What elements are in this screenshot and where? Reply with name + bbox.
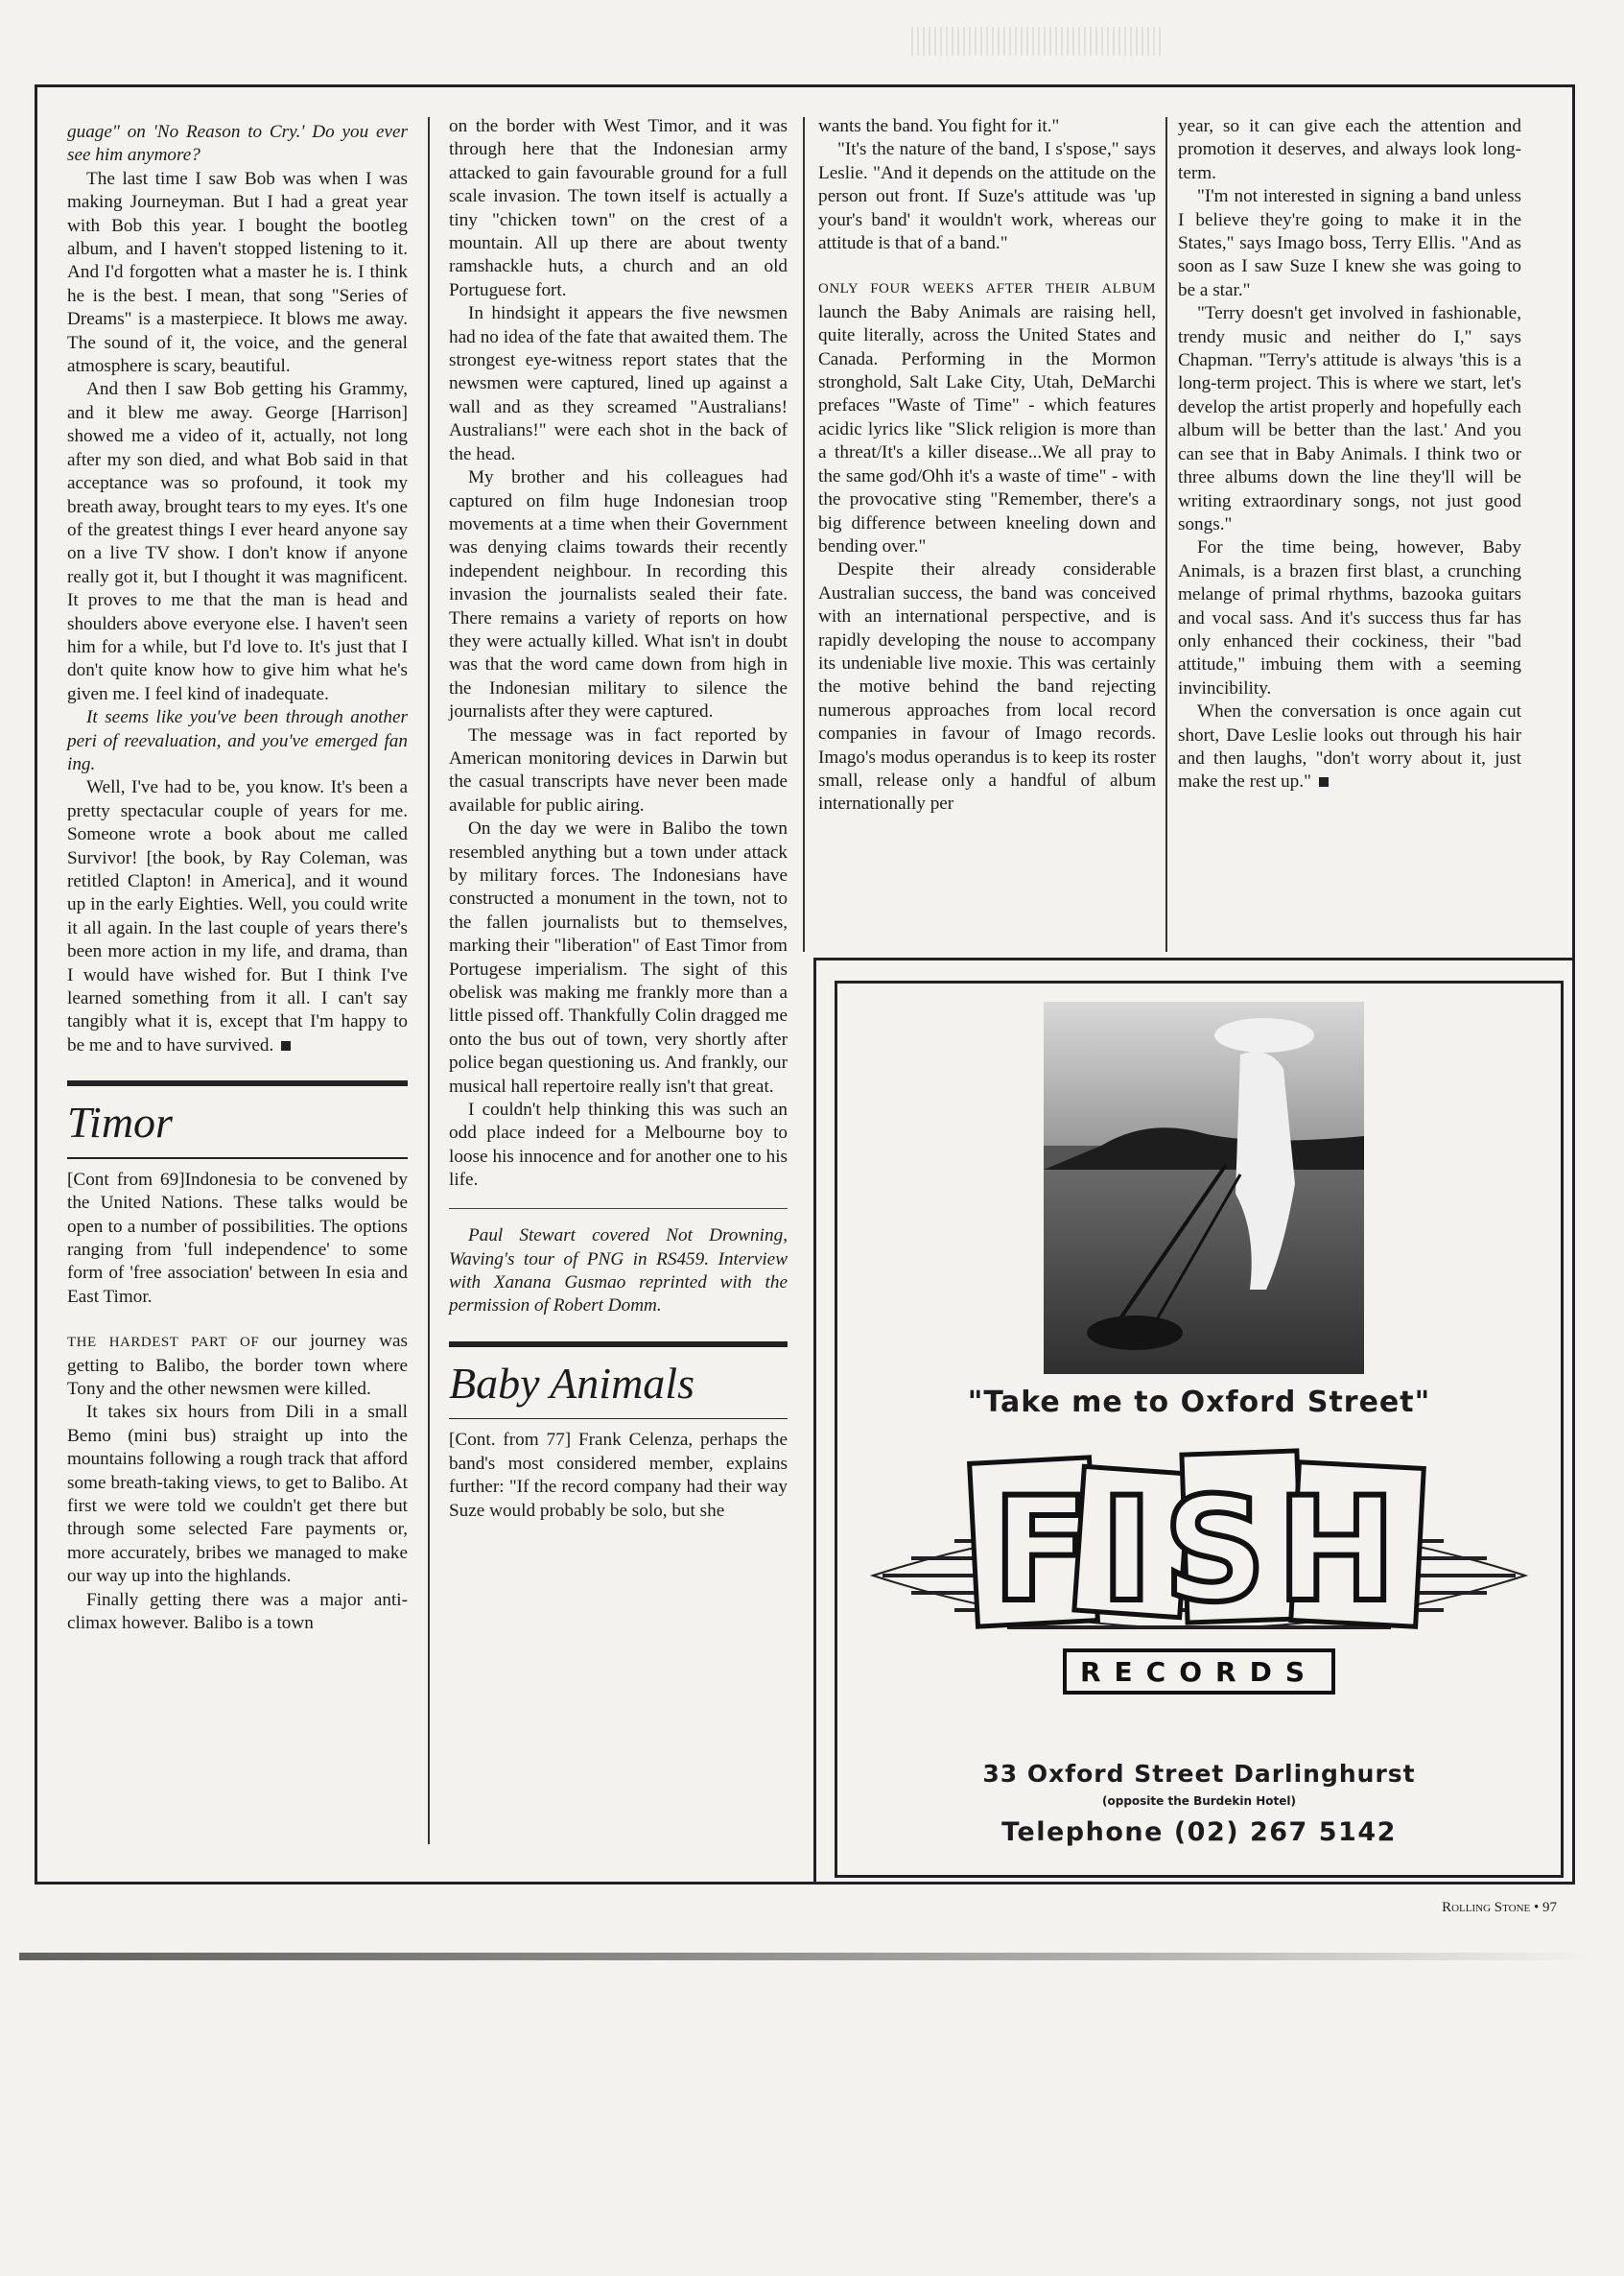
article-column-4 bbox=[1178, 115, 1521, 794]
paragraph-text: launch the Baby Animals are raising hell, quite literally, across the United States and Canada. Performing in the Mormon stronghold, Salt Lake City, Utah, DeMarchi prefaces "Waste of Time" - which features acidic lyrics like "Slick religion is more than a threat/It's a killer disease...We all pray to the same god/Ohh it's a waste of time" - with the provocative sting "Remember, there's a big difference between kneeling down and bending over." bbox=[818, 301, 1156, 557]
lead-in: ONLY FOUR WEEKS AFTER THEIR ALBUM bbox=[818, 281, 1156, 297]
section-heading-baby-animals: Baby Animals bbox=[449, 1358, 694, 1408]
logo-records-label: RECORDS bbox=[1079, 1656, 1319, 1688]
paragraph-text: our journey was getting to Balibo, the border town where Tony and the other newsmen were killed. bbox=[67, 1331, 409, 1399]
article-column-2 bbox=[449, 115, 788, 1523]
heading-rule bbox=[449, 1418, 788, 1420]
paragraph: "It's the nature of the band, I s'spose," says Leslie. "And it depends on the attitude on the person out front. If Suze's attitude was 'up your's band' it wouldn't work, whereas our attitude is that of a band." bbox=[818, 139, 1156, 254]
paragraph: For the time being, however, Baby Animals, is a brazen first blast, a crunching melange of primal rhythms, bazooka guitars and vocal sass. And it's success thus far has only enhanced their cockiness, their "bad attitude," imbuing them with a seeming invincibility. bbox=[1178, 537, 1521, 699]
article-column-3 bbox=[818, 115, 1156, 817]
paragraph bbox=[818, 276, 1156, 558]
paragraph: "Terry doesn't get involved in fashionable, trendy music and neither do I," says Chapman. "Terry's attitude is always 'this is a long-term project. This is where we start, let's develop the artist properly and hopefully each album will be better than the last.' And you can see that in Baby Animals. I think two or three albums down the line they'll will be writing extraordinary songs, not just good songs." bbox=[1178, 303, 1521, 534]
fish-records-logo bbox=[863, 1432, 1535, 1712]
photo-turtle bbox=[1087, 1316, 1183, 1350]
column-rule bbox=[1165, 117, 1167, 952]
ad-address-note: (opposite the Burdekin Hotel) bbox=[1102, 1794, 1296, 1808]
scan-artifact-bottom bbox=[19, 1953, 1592, 1960]
paragraph-text: Well, I've had to be, you know. It's been a pretty spectacular couple of years for me. Someone wrote a book about me called Survivor! [the book, by Ray Coleman, was retitled Clapton! in America], and it wound up in the early Eighties. Well, you could write it all again. In the last couple of years there's been more action in my life, and drama, than I would have wished for. But I think I've learned something from it all. I can't say tangibly what it is, except that I'm happy to be me and to have survived. bbox=[67, 777, 408, 1055]
paragraph: [Cont. from 77] Frank Celenza, perhaps the band's most considered member, explains further: "If the record company had their way Suze would probably be solo, but she bbox=[449, 1430, 788, 1521]
column-rule bbox=[428, 117, 430, 1844]
paragraph: on the border with West Timor, and it was through here that the Indonesian army attacked to gain favourable ground for a full scale invasion. The town itself is actually a tiny "chicken town" on the crest of a mountain. All up there are about twenty ramshackle huts, a church and an old Portuguese fort. bbox=[449, 116, 788, 300]
paragraph: Despite their already considerable Australian success, the band was conceived with an international perspective, and is rapidly developing the nouse to accompany its undeniable live moxie. This was certainly the motive behind the band rejecting numerous approaches from local record companies in favour of Imago records. Imago's modus operandus is to keep its roster small, release only a handful of album internationally per bbox=[818, 559, 1156, 815]
paragraph: The message was in fact reported by American monitoring devices in Darwin but the casual transcripts have never been made available for public airing. bbox=[449, 724, 788, 816]
heading-rule bbox=[449, 1341, 788, 1347]
paragraph: "I'm not interested in signing a band unless I believe they're going to make it in the States," says Imago boss, Terry Ellis. "And as soon as I saw Suze I knew she was going to be a star." bbox=[1178, 186, 1521, 300]
paragraph: Finally getting there was a major anti-climax however. Balibo is a town bbox=[67, 1589, 408, 1634]
scan-artifact-top bbox=[911, 27, 1161, 56]
ad-photo bbox=[1044, 1002, 1364, 1374]
end-mark bbox=[281, 1041, 291, 1051]
interview-question: guage" on 'No Reason to Cry.' Do you ever see him anymore? bbox=[67, 122, 408, 166]
paragraph: [Cont from 69]Indonesia to be convened by the United Nations. These talks would be open to a number of possibilities. The options ranging from 'full independence' to some form of 'free association' between In esia and East Timor. bbox=[67, 1169, 408, 1307]
paragraph: In hindsight it appears the five newsmen had no idea of the fate that awaited them. The strongest eye-witness report states that the newsmen were captured, lined up against a wall and as they screamed "Australians! Australians!" were each shot in the back of the head. bbox=[449, 303, 788, 464]
paragraph bbox=[67, 776, 408, 1057]
paragraph bbox=[67, 1330, 408, 1401]
baby-animals-heading-block bbox=[449, 1341, 788, 1420]
heading-rule bbox=[67, 1157, 408, 1159]
interview-question: It seems like you've been through another peri of reevaluation, and you've emerged fan ing. bbox=[67, 707, 408, 774]
paragraph: I couldn't help thinking this was such an odd place indeed for a Melbourne boy to loose his innocence and for another one to his life. bbox=[449, 1100, 788, 1191]
paragraph: It takes six hours from Dili in a small Bemo (mini bus) straight up into the mountains following a rough track that afford some breath-taking views, to get to Balibo. At first we were told we couldn't get there but through some selected Fare payments or, more accurately, bribes we managed to make our way up into the highlands. bbox=[67, 1402, 408, 1587]
ad-address: 33 Oxford Street Darlinghurst bbox=[982, 1760, 1416, 1788]
paragraph: wants the band. You fight for it." bbox=[818, 116, 1060, 136]
article-credit: Paul Stewart covered Not Drowning, Waving's tour of PNG in RS459. Interview with Xanana Gusmao reprinted with the permission of Robert Domm. bbox=[449, 1225, 788, 1316]
paragraph: On the day we were in Balibo the town resembled anything but a town under attack by military forces. The Indonesians have constructed a monument in the town, not to the fallen journalists but to themselves, marking their "liberation" of East Timor from Portugese imperialism. The sight of this obelisk was making me frankly more than a little pissed off. Thankfully Colin dragged me onto the bus out of town, very shortly after police began questioning us. And frankly, our musical hall repertoire really isn't that great. bbox=[449, 818, 788, 1097]
photo-sky bbox=[1044, 1002, 1364, 1146]
paragraph bbox=[1178, 700, 1521, 794]
paragraph: year, so it can give each the attention and promotion it deserves, and always look long-term. bbox=[1178, 116, 1521, 183]
paragraph: The last time I saw Bob was when I was making Journeyman. But I had a great year with Bob this year. I bought the bootleg album, and I haven't stopped listening to it. And I'd forgotten what a master he is. I think he is the best. I mean, that song "Series of Dreams" is a masterpiece. It blows me away. The sound of it, the voice, and the general atmosphere is scary, beautiful. bbox=[67, 168, 408, 377]
paragraph-text: When the conversation is once again cut short, Dave Leslie looks out through his hair and then laughs, "don't worry about it, just make the rest up." bbox=[1178, 701, 1521, 793]
paragraph: And then I saw Bob getting his Grammy, and it blew me away. George [Harrison] showed me a video of it, actually, not long after my son died, and what Bob said in that acceptance was so profound, it took my breath away, brought tears to my eyes. It's one of the greatest things I ever heard anyone say on a live TV show. I don't know if anyone really got it, but I thought it was magnificent. It proves to me that the man is head and shoulders above everyone else. I haven't seen him for a while, but I'd love to. It's just that I don't quite know how to give him what he's given me. I feel kind of inadequate. bbox=[67, 379, 408, 704]
lead-in: THE HARDEST PART OF bbox=[67, 1335, 260, 1351]
paragraph: My brother and his colleagues had captured on film huge Indonesian troop movements at a time when their Government was denying claims towards their recently independent neighbour. In recording this invasion the journalists sealed their fate. There remains a variety of reports on how they were actually killed. What isn't in doubt was that the word came down from high in the Indonesian military to silence the journalists after they were captured. bbox=[449, 467, 788, 723]
end-mark bbox=[1319, 777, 1329, 787]
ad-slogan: "Take me to Oxford Street" bbox=[967, 1386, 1431, 1419]
timor-heading-block bbox=[67, 1080, 408, 1159]
divider bbox=[449, 1208, 788, 1210]
article-column-1 bbox=[67, 121, 408, 1635]
section-heading-timor: Timor bbox=[67, 1098, 173, 1148]
ad-phone: Telephone (02) 267 5142 bbox=[1001, 1817, 1397, 1847]
page-folio: Rolling Stone • 97 bbox=[1442, 1900, 1557, 1915]
photo-hat bbox=[1214, 1018, 1314, 1053]
logo-wordmark: FISH bbox=[992, 1467, 1406, 1634]
heading-rule bbox=[67, 1080, 408, 1086]
column-rule bbox=[803, 117, 805, 952]
